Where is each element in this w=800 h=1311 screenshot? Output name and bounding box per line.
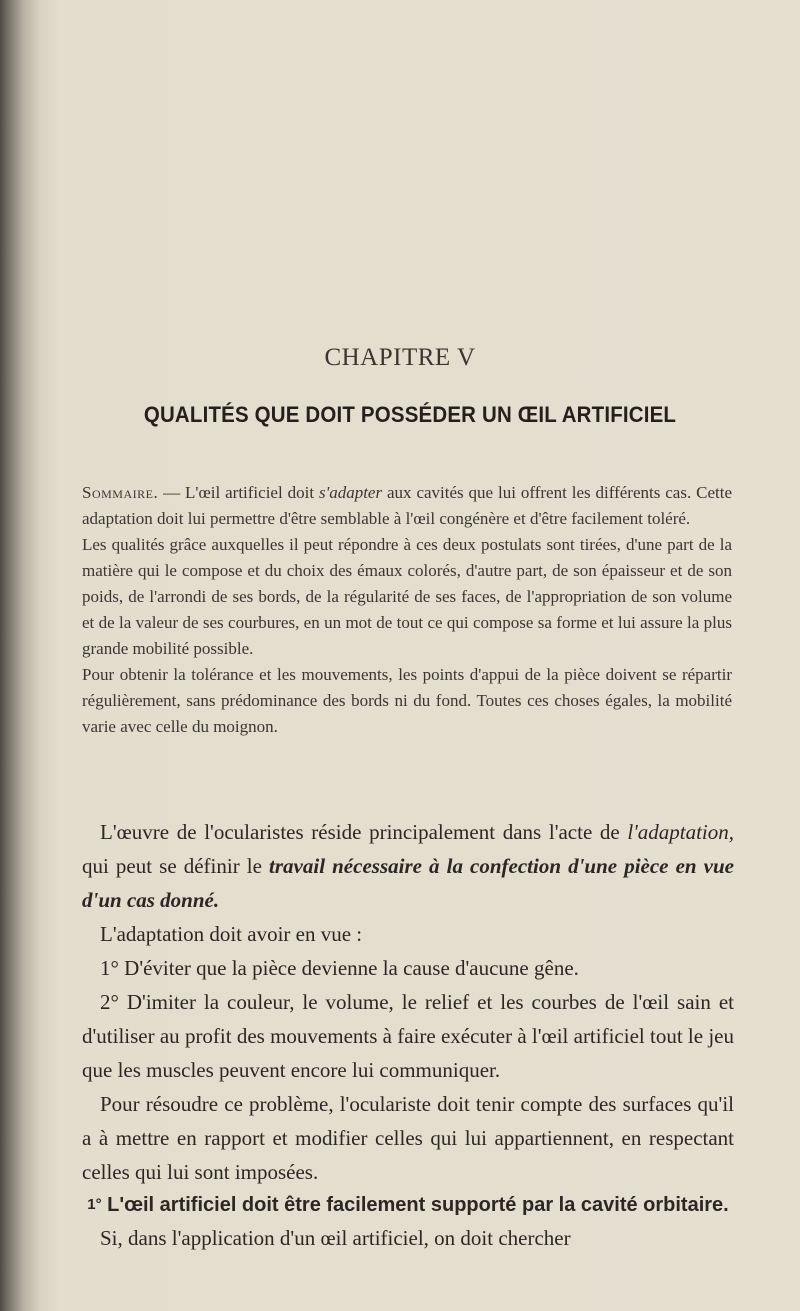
summary-block [82, 480, 732, 740]
body-paragraph: 2° D'imiter la couleur, le volume, le relief et les courbes de l'œil sain et d'utiliser au profit des mouvements à faire exécuter à l'œil artificiel tout le jeu que les muscles peuvent encore lui communiquer. [82, 990, 734, 1082]
body-paragraph [82, 815, 734, 917]
body-paragraph: L'adaptation doit avoir en vue : [100, 922, 363, 946]
summary-label: Sommaire. [82, 483, 159, 502]
chapter-heading: CHAPITRE V [324, 344, 476, 371]
summary-paragraph-3: Pour obtenir la tolérance et les mouvements, les points d'appui de la pièce doivent se répartir régulièrement, sans prédominance des bords ni du fond. Toutes ces choses égales, la mobilité varie avec celle du moignon. [82, 665, 732, 736]
section-number: 1° [87, 1196, 102, 1213]
summary-text: — L'œil artificiel doit [158, 483, 319, 502]
body-paragraph: Pour résoudre ce problème, l'oculariste doit tenir compte des surfaces qu'il a à mettre en rapport et modifier celles qui lui appartiennent, en respectant celles qui lui sont imposées. [82, 1092, 734, 1184]
section-heading [82, 1189, 734, 1221]
body-emphasis-bold: travail nécessaire à la confection d'une pièce en vue d'un cas donné. [82, 854, 734, 912]
section-heading-text: L'œil artificiel doit être facilement supporté par la cavité orbitaire. [101, 1194, 729, 1216]
body-text-run: L'œuvre de l'ocularistes réside principalement dans l'acte de [100, 820, 628, 844]
body-paragraph: Si, dans l'application d'un œil artificiel, on doit chercher [100, 1226, 571, 1250]
body-emphasis: l'adaptation, [627, 820, 734, 844]
body-paragraph: 1° D'éviter que la pièce devienne la cause d'aucune gêne. [100, 956, 579, 980]
chapter-title: QUALITÉS QUE DOIT POSSÉDER UN ŒIL ARTIFICIEL [143, 402, 677, 427]
summary-paragraph-2: Les qualités grâce auxquelles il peut répondre à ces deux postulats sont tirées, d'une part de la matière qui le compose et du choix des émaux colorés, d'autre part, de son épaisseur et de son poids, de l'arrondi de ses bords, de la régularité de ses faces, de l'appropriation de son volume et de la valeur de ses courbures, en un mot de tout ce qui compose sa forme et lui assure la plus grande mobilité possible. [82, 535, 732, 658]
body-text-run: qui peut se définir le [82, 854, 270, 878]
summary-text: aux cavités que lui offrent les différents cas. Cette adaptation doit lui permettre d'être semblable à l'œil congénère et d'être facilement toléré. [82, 483, 732, 528]
body-text [82, 815, 734, 1255]
summary-emphasis: s'adapter [318, 483, 383, 502]
summary-paragraph-1 [82, 480, 732, 532]
